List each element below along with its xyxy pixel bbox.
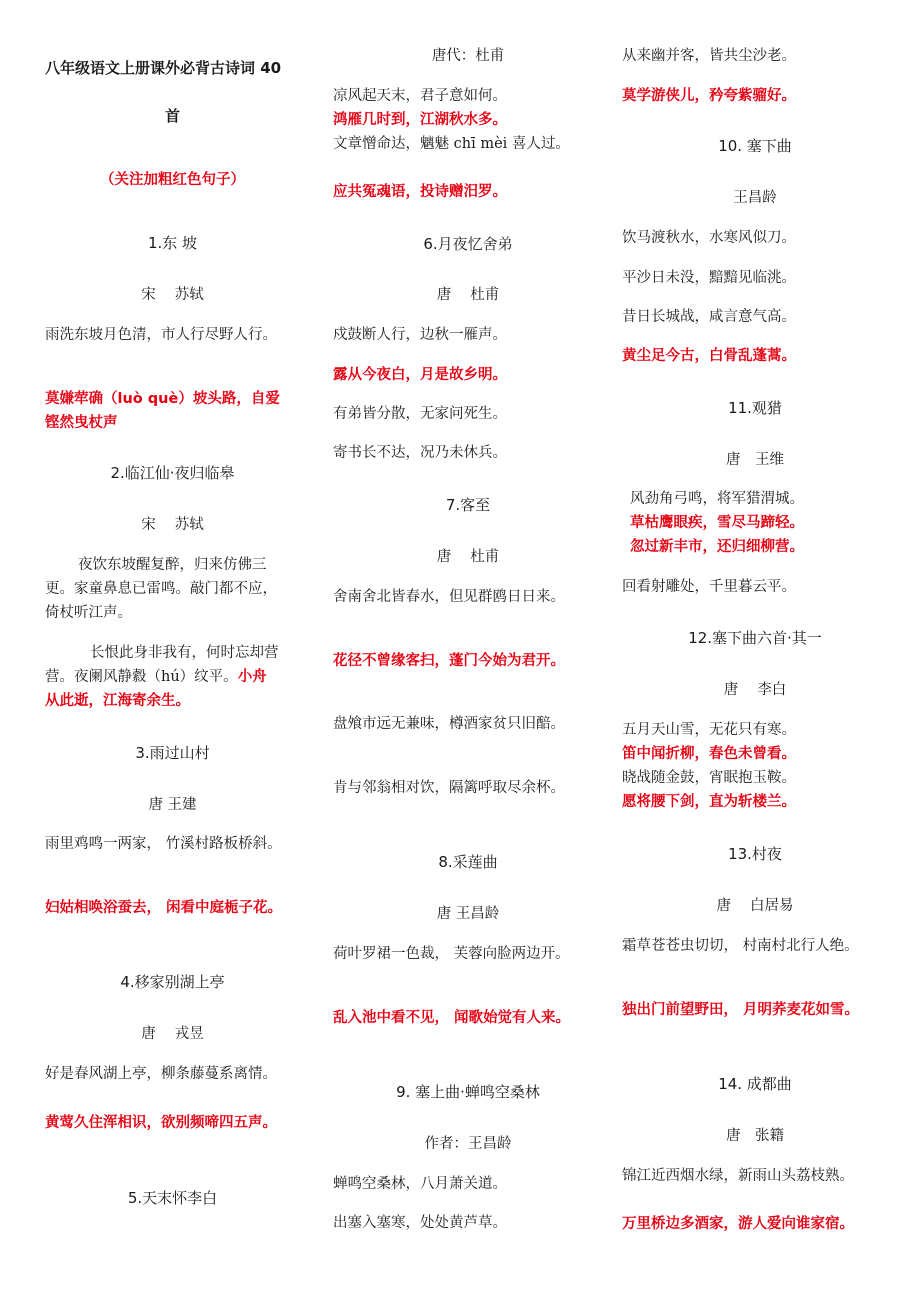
poem-line-highlight: 独出门前望野田， 月明荞麦花如雪。 bbox=[622, 1002, 860, 1018]
poem-line-mixed bbox=[45, 665, 300, 689]
poem-line: 凉风起天末，君子意如何。 bbox=[333, 88, 507, 104]
poem-title: 2.临江仙·夜归临皋 bbox=[110, 464, 235, 482]
poem-line: 寄书长不达，况乃未休兵。 bbox=[333, 445, 507, 461]
poem-line: 昔日长城战，咸言意气高。 bbox=[622, 309, 796, 325]
poem-line: 饮马渡秋水，水寒风似刀。 bbox=[622, 230, 796, 246]
poem-line: 雨里鸡鸣一两家， 竹溪村路板桥斜。 bbox=[45, 836, 282, 852]
poem-author: 唐 王维 bbox=[726, 452, 784, 468]
poem-line-highlight: 莫学游侠儿，矜夸紫骝好。 bbox=[622, 88, 796, 104]
poem-author: 唐 杜甫 bbox=[436, 549, 500, 565]
poem-line-highlight: 莫嫌荦确（luò què）坡头路，自爱 bbox=[45, 391, 280, 407]
poem-line: 有弟皆分散，无家问死生。 bbox=[333, 406, 507, 422]
poem-line: 盘飧市远无兼味，樽酒家贫只旧醅。 bbox=[333, 716, 565, 732]
poem-line: 从来幽并客，皆共尘沙老。 bbox=[622, 48, 796, 64]
poem-line-highlight: 黄莺久住浑相识，欲别频啼四五声。 bbox=[45, 1115, 277, 1131]
poem-line-highlight: 黄尘足今古，白骨乱蓬蒿。 bbox=[622, 348, 796, 364]
poem-line: 出塞入塞寒，处处黄芦草。 bbox=[333, 1215, 507, 1231]
poem-author: 唐 杜甫 bbox=[436, 287, 500, 303]
poem-author: 宋 苏轼 bbox=[141, 287, 204, 303]
doc-note: （关注加粗红色句子） bbox=[100, 172, 245, 188]
poem-title: 5.天末怀李白 bbox=[127, 1189, 218, 1207]
poem-title: 1.东 坡 bbox=[147, 234, 198, 252]
poem-line: 文章憎命达，魑魅 chī mèi 喜人过。 bbox=[333, 136, 570, 152]
poem-line-highlight: 乱入池中看不见， 闻歌始觉有人来。 bbox=[333, 1010, 571, 1026]
poem-title: 10. 塞下曲 bbox=[718, 137, 792, 155]
poem-line: 风劲角弓鸣，将军猎渭城。 bbox=[630, 491, 804, 507]
poem-title: 4.移家别湖上亭 bbox=[120, 973, 225, 991]
poem-line-highlight: 小舟 bbox=[237, 669, 267, 685]
doc-title-line2: 首 bbox=[164, 107, 180, 125]
poem-line: 荷叶罗裙一色裁， 芙蓉向脸两边开。 bbox=[333, 946, 570, 962]
poem-line-highlight: 鸿雁几时到，江湖秋水多。 bbox=[333, 112, 507, 128]
poem-title: 3.雨过山村 bbox=[135, 744, 210, 762]
poem-line: 好是春风湖上亭，柳条藤蔓系离情。 bbox=[45, 1066, 277, 1082]
poem-line-highlight: 万里桥边多酒家，游人爱向谁家宿。 bbox=[622, 1216, 854, 1232]
poem-author: 作者：王昌龄 bbox=[424, 1136, 512, 1152]
poem-line-highlight: 愿将腰下剑，直为斩楼兰。 bbox=[622, 794, 796, 810]
poem-line: 夜饮东坡醒复醉，归来仿佛三 bbox=[78, 557, 267, 573]
poem-line: 肯与邻翁相对饮，隔篱呼取尽余杯。 bbox=[333, 780, 565, 796]
poem-title: 13.村夜 bbox=[728, 845, 782, 863]
poem-line: 平沙日未没，黯黯见临洮。 bbox=[622, 270, 796, 286]
poem-title: 8.采莲曲 bbox=[438, 853, 498, 871]
poem-line-highlight: 从此逝，江海寄余生。 bbox=[45, 693, 190, 709]
poem-author: 唐 张籍 bbox=[726, 1128, 784, 1144]
poem-title: 9. 塞上曲·蝉鸣空桑林 bbox=[396, 1083, 540, 1101]
poem-line-highlight: 妇姑相唤浴蚕去， 闲看中庭栀子花。 bbox=[45, 900, 283, 916]
poem-title: 7.客至 bbox=[445, 496, 491, 514]
poem-line: 蝉鸣空桑林，八月萧关道。 bbox=[333, 1176, 507, 1192]
poem-line-highlight: 花径不曾缘客扫，蓬门今始为君开。 bbox=[333, 653, 565, 669]
poem-author: 唐 王昌龄 bbox=[436, 906, 500, 922]
poem-author: 宋 苏轼 bbox=[141, 517, 204, 533]
poem-line: 长恨此身非我有，何时忘却营 bbox=[90, 645, 279, 661]
poem-line: 倚杖听江声。 bbox=[45, 605, 132, 621]
poem-line-highlight: 笛中闻折柳，春色未曾看。 bbox=[622, 746, 796, 762]
poem-line: 更。家童鼻息已雷鸣。敲门都不应， bbox=[45, 581, 277, 597]
poem-line: 营。夜阑风静縠（hú）纹平。 bbox=[45, 669, 238, 685]
poem-line: 舍南舍北皆春水，但见群鸥日日来。 bbox=[333, 589, 565, 605]
poem-title: 12.塞下曲六首·其一 bbox=[688, 629, 822, 647]
poem-line: 雨洗东坡月色清，市人行尽野人行。 bbox=[45, 327, 277, 343]
poem-line: 锦江近西烟水绿，新雨山头荔枝熟。 bbox=[622, 1168, 854, 1184]
poem-line-highlight: 应共冤魂语，投诗赠汨罗。 bbox=[333, 184, 507, 200]
poem-title: 6.月夜忆舍弟 bbox=[423, 235, 513, 253]
poem-line: 戍鼓断人行，边秋一雁声。 bbox=[333, 327, 507, 343]
poem-author: 王昌龄 bbox=[733, 190, 777, 206]
poem-author: 唐 李白 bbox=[723, 682, 787, 698]
poem-line: 五月天山雪，无花只有寒。 bbox=[622, 722, 796, 738]
doc-title-line1: 八年级语文上册课外必背古诗词 40 bbox=[45, 59, 282, 77]
poem-line-highlight: 草枯鹰眼疾，雪尽马蹄轻。 bbox=[630, 515, 804, 531]
poem-line-highlight: 露从今夜白，月是故乡明。 bbox=[333, 367, 507, 383]
poem-title: 14. 成都曲 bbox=[718, 1075, 792, 1093]
poem-author: 唐 白居易 bbox=[716, 898, 794, 914]
poem-author: 唐 王建 bbox=[148, 797, 197, 813]
poem-line: 霜草苍苍虫切切， 村南村北行人绝。 bbox=[622, 938, 859, 954]
poem-line: 回看射雕处，千里暮云平。 bbox=[622, 579, 796, 595]
poem-title: 11.观猎 bbox=[728, 399, 782, 417]
poem-author: 唐代：杜甫 bbox=[431, 48, 505, 64]
poem-line: 晓战随金鼓，宵眠抱玉鞍。 bbox=[622, 770, 796, 786]
poem-line-highlight: 铿然曳杖声 bbox=[45, 415, 118, 431]
poem-author: 唐 戎昱 bbox=[141, 1026, 204, 1042]
poem-line-highlight: 忽过新丰市，还归细柳营。 bbox=[630, 539, 804, 555]
